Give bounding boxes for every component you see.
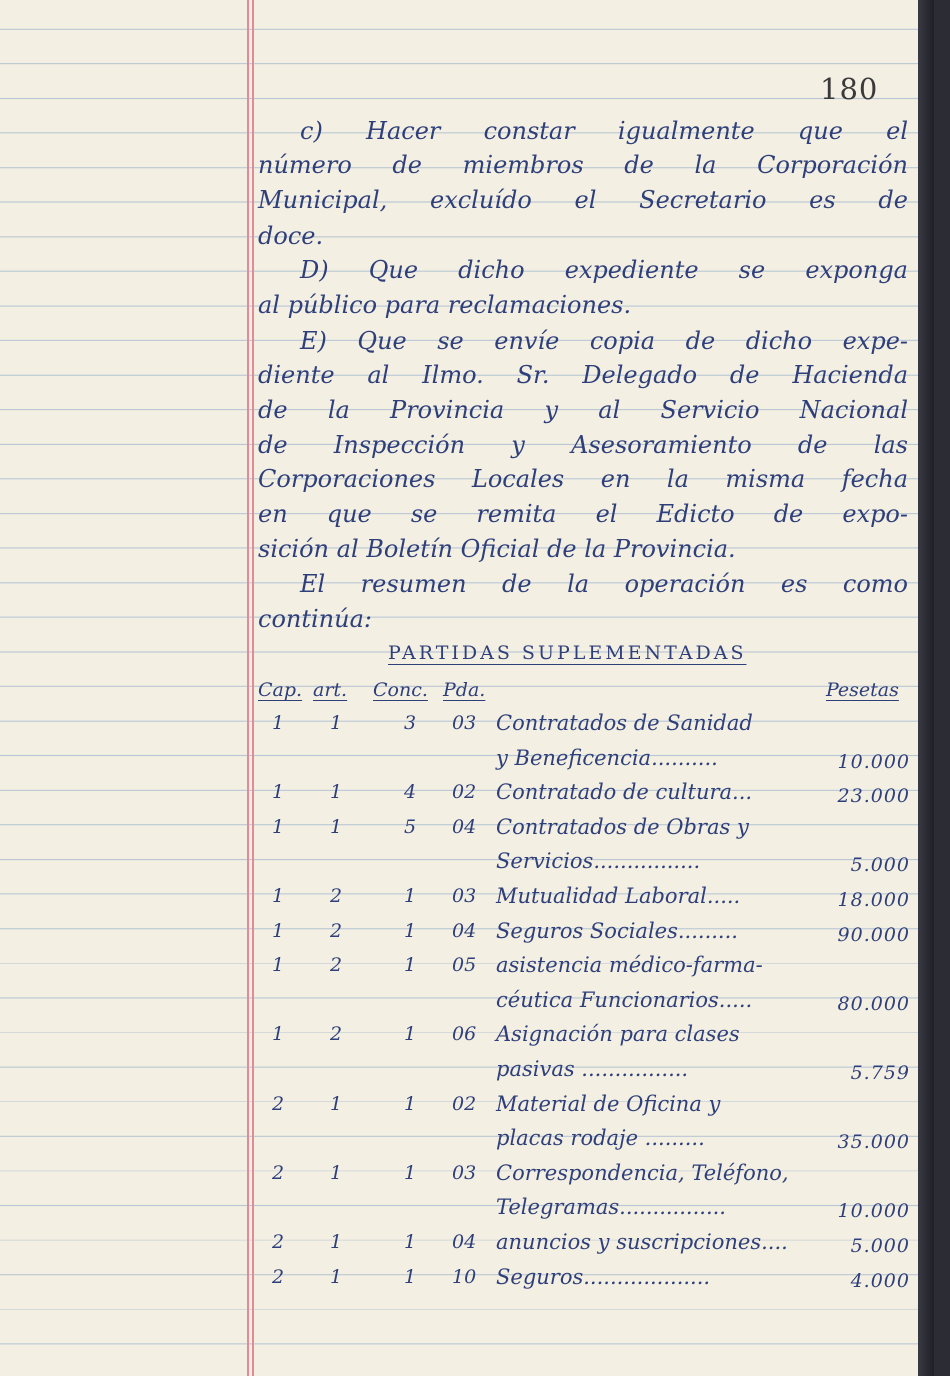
cell-conc: 1: [404, 1092, 417, 1115]
cell-art: 1: [330, 1161, 343, 1184]
cell-cap: 1: [272, 919, 285, 942]
cell-art: 1: [330, 1265, 343, 1288]
cell-amount: 10.000: [837, 1200, 910, 1223]
table-title: PARTIDAS SUPLEMENTADAS: [388, 642, 747, 664]
cell-description: Correspondencia, Teléfono,: [496, 1160, 789, 1185]
paragraph-line: al público para reclamaciones.: [258, 291, 632, 319]
cell-cap: 1: [272, 885, 285, 907]
cell-amount: 5.000: [850, 1235, 910, 1257]
cell-conc: 1: [404, 885, 417, 907]
cell-description: céutica Funcionarios.....: [496, 987, 753, 1012]
cell-amount: 23.000: [837, 785, 910, 808]
paragraph-line: c) Hacer constar igualmente que el: [300, 117, 908, 145]
cell-cap: 1: [272, 712, 285, 734]
paragraph-line: en que se remita el Edicto de expo-: [258, 500, 908, 528]
cell-amount: 4.000: [850, 1269, 910, 1292]
paragraph-line: doce.: [258, 222, 324, 250]
cell-art: 1: [330, 712, 343, 734]
cell-amount: 5.000: [850, 854, 910, 877]
cell-amount: 18.000: [837, 889, 910, 911]
cell-pda: 02: [452, 1092, 477, 1115]
cell-amount: 80.000: [837, 992, 910, 1015]
cell-pda: 04: [452, 1231, 477, 1253]
cell-amount: 10.000: [837, 750, 910, 773]
cell-description: placas rodaje .........: [496, 1126, 705, 1151]
paragraph-line: número de miembros de la Corporación: [258, 151, 908, 179]
cell-amount: 90.000: [837, 923, 910, 946]
cell-art: 2: [330, 919, 343, 942]
header-pda: Pda.: [443, 679, 486, 701]
cell-art: 1: [330, 1231, 343, 1253]
cell-description: anuncios y suscripciones....: [496, 1230, 788, 1254]
cell-pda: 03: [452, 1161, 477, 1184]
cell-pda: 04: [452, 815, 477, 838]
cell-description: pasivas ................: [496, 1057, 689, 1081]
cell-conc: 1: [404, 1231, 417, 1253]
cell-conc: 1: [404, 954, 417, 977]
cell-pda: 03: [452, 712, 477, 734]
cell-cap: 2: [272, 1161, 285, 1184]
cell-description: y Beneficencia..........: [496, 745, 718, 770]
cell-cap: 2: [272, 1265, 285, 1288]
cell-pda: 02: [452, 781, 477, 804]
header-cap: Cap.: [258, 679, 303, 701]
cell-amount: 35.000: [837, 1131, 910, 1154]
paragraph-line: continúa:: [258, 605, 372, 633]
book-spine: [918, 0, 934, 1376]
cell-conc: 1: [404, 919, 417, 942]
cell-description: Asignación para clases: [496, 1022, 740, 1047]
cell-conc: 1: [404, 1161, 417, 1184]
cell-description: Material de Oficina y: [496, 1091, 721, 1116]
paragraph-line: diente al Ilmo. Sr. Delegado de Hacienda: [258, 361, 908, 389]
cell-cap: 1: [272, 954, 285, 977]
cell-description: Mutualidad Laboral.....: [496, 884, 741, 908]
cell-amount: 5.759: [850, 1062, 910, 1084]
cell-description: asistencia médico-farma-: [496, 953, 763, 978]
cell-art: 2: [330, 1023, 343, 1046]
cell-cap: 1: [272, 781, 285, 804]
header-art: art.: [313, 679, 348, 701]
cell-conc: 5: [404, 815, 417, 838]
paragraph-line: Corporaciones Locales en la misma fecha: [258, 465, 908, 493]
cell-pda: 06: [452, 1023, 477, 1046]
cell-description: Contratados de Sanidad: [496, 711, 753, 735]
paragraph-line: de Inspección y Asesoramiento de las: [258, 431, 908, 459]
paragraph-line: sición al Boletín Oficial de la Provincia.: [258, 535, 736, 563]
paragraph-line: de la Provincia y al Servicio Nacional: [258, 396, 908, 424]
cell-conc: 3: [404, 712, 417, 734]
cell-cap: 2: [272, 1231, 285, 1253]
margin-rule: [252, 0, 254, 1376]
cell-description: Contratado de cultura...: [496, 780, 753, 805]
cell-pda: 04: [452, 919, 477, 942]
margin-rule: [247, 0, 249, 1376]
cell-pda: 03: [452, 885, 477, 907]
cell-conc: 4: [404, 781, 417, 804]
cell-pda: 05: [452, 954, 477, 977]
paragraph-line: E) Que se envíe copia de dicho expe-: [300, 327, 908, 355]
cell-art: 1: [330, 1092, 343, 1115]
cell-cap: 1: [272, 815, 285, 838]
cell-art: 1: [330, 815, 343, 838]
bleed-through-text: [0, 0, 240, 1376]
cell-description: Servicios................: [496, 849, 701, 874]
paragraph-line: Municipal, excluído el Secretario es de: [258, 186, 908, 214]
cell-art: 2: [330, 954, 343, 977]
page-number: 180: [820, 72, 879, 106]
cell-description: Seguros Sociales.........: [496, 918, 738, 943]
paragraph-line: D) Que dicho expediente se exponga: [300, 256, 908, 284]
cell-description: Telegramas................: [496, 1195, 726, 1220]
cell-conc: 1: [404, 1265, 417, 1288]
cell-art: 1: [330, 781, 343, 804]
header-pesetas: Pesetas: [826, 679, 899, 701]
cell-description: Contratados de Obras y: [496, 814, 749, 839]
cell-cap: 2: [272, 1092, 285, 1115]
paragraph-line: El resumen de la operación es como: [300, 570, 908, 598]
header-conc: Conc.: [373, 679, 428, 701]
cell-pda: 10: [452, 1265, 477, 1288]
cell-cap: 1: [272, 1023, 285, 1046]
cell-conc: 1: [404, 1023, 417, 1046]
cell-art: 2: [330, 885, 343, 907]
cell-description: Seguros...................: [496, 1264, 711, 1289]
